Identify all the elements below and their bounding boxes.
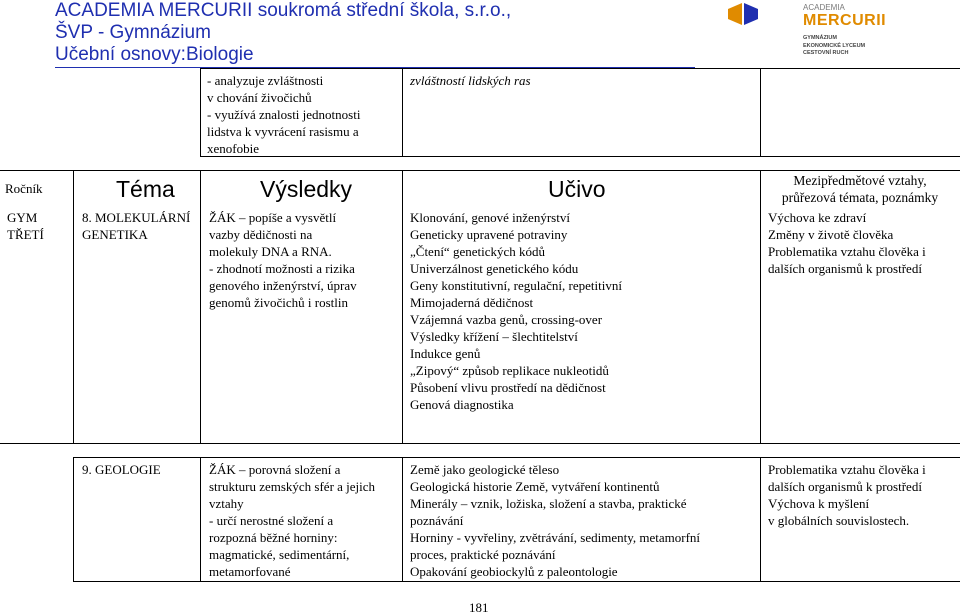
section9-divider-2 <box>402 457 403 582</box>
top-results-line: - využívá znalosti jednotnosti <box>207 107 361 122</box>
results-line: ŽÁK – porovná složení a <box>209 462 341 477</box>
results-line: metamorfované <box>209 564 291 579</box>
top-block-results <box>207 72 402 157</box>
notes-line: dalších organismů k prostředí <box>768 479 922 494</box>
content-line: Mimojaderná dědičnost <box>410 295 534 310</box>
top-results-line: v chování živočichů <box>207 90 312 105</box>
notes-line: v globálních souvislostech. <box>768 513 910 528</box>
logo-sub-3: CESTOVNÍ RUCH <box>803 50 849 56</box>
section8-topic <box>82 209 190 243</box>
col-divider-tema <box>200 170 201 444</box>
section9-border-left <box>73 457 74 582</box>
results-line: strukturu zemských sfér a jejich <box>209 479 376 494</box>
results-line: - určí nerostné složení a <box>209 513 334 528</box>
notes-line: Problematika vztahu člověka i <box>768 462 926 477</box>
section8-content <box>410 209 758 413</box>
results-line: magmatické, sedimentární, <box>209 547 350 562</box>
col-header-mezi-line1: Mezipředmětové vztahy, <box>793 173 927 188</box>
top-block-divider-1 <box>402 68 403 157</box>
col-header-mezi <box>760 172 960 206</box>
section8-notes <box>768 209 958 277</box>
results-line: ŽÁK – popíše a vysvětlí <box>209 210 337 225</box>
content-line: Indukce genů <box>410 346 481 361</box>
col-divider-vysledky <box>402 170 403 444</box>
grade-label <box>7 209 44 243</box>
top-results-line: xenofobie <box>207 141 259 156</box>
section9-border-top <box>73 457 960 458</box>
content-line: Opakování geobiockylů z paleontologie <box>410 564 618 579</box>
col-divider-rocnik <box>73 170 74 444</box>
header-program: ŠVP - Gymnázium <box>55 22 211 43</box>
section9-results <box>209 461 401 580</box>
logo-sub-1: GYMNÁZIUM <box>803 35 837 41</box>
page-number: 181 <box>469 600 489 615</box>
grade-line1: GYM <box>7 210 38 225</box>
results-line: genového inženýrství, úprav <box>209 278 357 293</box>
section8-border-top <box>0 170 960 171</box>
section8-topic-line2: GENETIKA <box>82 227 148 242</box>
col-header-mezi-line2: průřezová témata, poznámky <box>781 190 939 205</box>
top-block-divider-2 <box>760 68 761 157</box>
header-subject: Učební osnovy:Biologie <box>55 44 254 65</box>
content-line: Univerzálnost genetického kódu <box>410 261 579 276</box>
section9-topic: 9. GEOLOGIE <box>82 462 161 477</box>
col-header-vysledky: Výsledky <box>260 176 353 202</box>
notes-line: Výchova ke zdraví <box>768 210 867 225</box>
col-header-ucivo: Učivo <box>548 176 606 202</box>
school-logo <box>728 3 888 65</box>
content-line: Země jako geologické těleso <box>410 462 560 477</box>
content-line: „Čtení“ genetických kódů <box>410 244 546 259</box>
logo-mark-icon <box>728 3 798 25</box>
content-line: Klonování, genové inženýrství <box>410 210 570 225</box>
section8-results <box>209 209 401 311</box>
document-header <box>55 0 511 66</box>
results-line: vztahy <box>209 496 244 511</box>
section9-content <box>410 461 758 580</box>
content-line: Vzájemná vazba genů, crossing-over <box>410 312 603 327</box>
content-line: poznávání <box>410 513 464 528</box>
notes-line: Výchova k myšlení <box>768 496 870 511</box>
col-divider-ucivo <box>760 170 761 444</box>
results-line: vazby dědičnosti na <box>209 227 313 242</box>
notes-line: Problematika vztahu člověka i <box>768 244 926 259</box>
top-block-content: zvláštností lidských ras <box>410 73 531 88</box>
content-line: Genová diagnostika <box>410 397 514 412</box>
section8-border-bottom <box>0 443 960 444</box>
top-results-line: lidstva k vyvrácení rasismu a <box>207 124 359 139</box>
content-line: Geneticky upravené potraviny <box>410 227 568 242</box>
section9-divider-1 <box>200 457 201 582</box>
grade-line2: TŘETÍ <box>7 227 44 242</box>
logo-text <box>803 3 886 58</box>
content-line: Geologická historie Země, vytváření kontinentů <box>410 479 660 494</box>
results-line: molekuly DNA a RNA. <box>209 244 332 259</box>
col-header-tema: Téma <box>116 176 175 202</box>
header-school-name: ACADEMIA MERCURII soukromá střední škola, s.r.o., <box>55 0 512 21</box>
notes-line: dalších organismů k prostředí <box>768 261 922 276</box>
content-line: Výsledky křížení – šlechtitelství <box>410 329 578 344</box>
top-results-line: - analyzuje zvláštnosti <box>207 73 324 88</box>
results-line: rozpozná běžné horniny: <box>209 530 338 545</box>
top-block-border-top <box>200 68 960 69</box>
content-line: Geny konstitutivní, regulační, repetitivní <box>410 278 622 293</box>
content-line: Horniny - vyvřeliny, zvětrávání, sedimenty, metamorfní <box>410 530 701 545</box>
top-block-border-left <box>200 68 201 157</box>
section9-border-bottom <box>73 581 960 582</box>
logo-sub-2: EKONOMICKÉ LYCEUM <box>803 42 866 49</box>
content-line: Působení vlivu prostředí na dědičnost <box>410 380 606 395</box>
results-line: genomů živočichů i rostlin <box>209 295 349 310</box>
results-line: - zhodnotí možnosti a rizika <box>209 261 355 276</box>
logo-academia: ACADEMIA <box>803 3 845 12</box>
content-line: Minerály – vznik, ložiska, složení a stavba, praktické <box>410 496 687 511</box>
section9-notes <box>768 461 958 529</box>
logo-brand: MERCURII <box>803 12 887 29</box>
section8-topic-line1: 8. MOLEKULÁRNÍ <box>82 210 191 225</box>
notes-line: Změny v životě člověka <box>768 227 894 242</box>
content-line: proces, praktické poznávání <box>410 547 556 562</box>
section9-divider-3 <box>760 457 761 582</box>
content-line: „Zipový“ způsob replikace nukleotidů <box>410 363 609 378</box>
col-header-rocnik: Ročník <box>5 181 43 196</box>
